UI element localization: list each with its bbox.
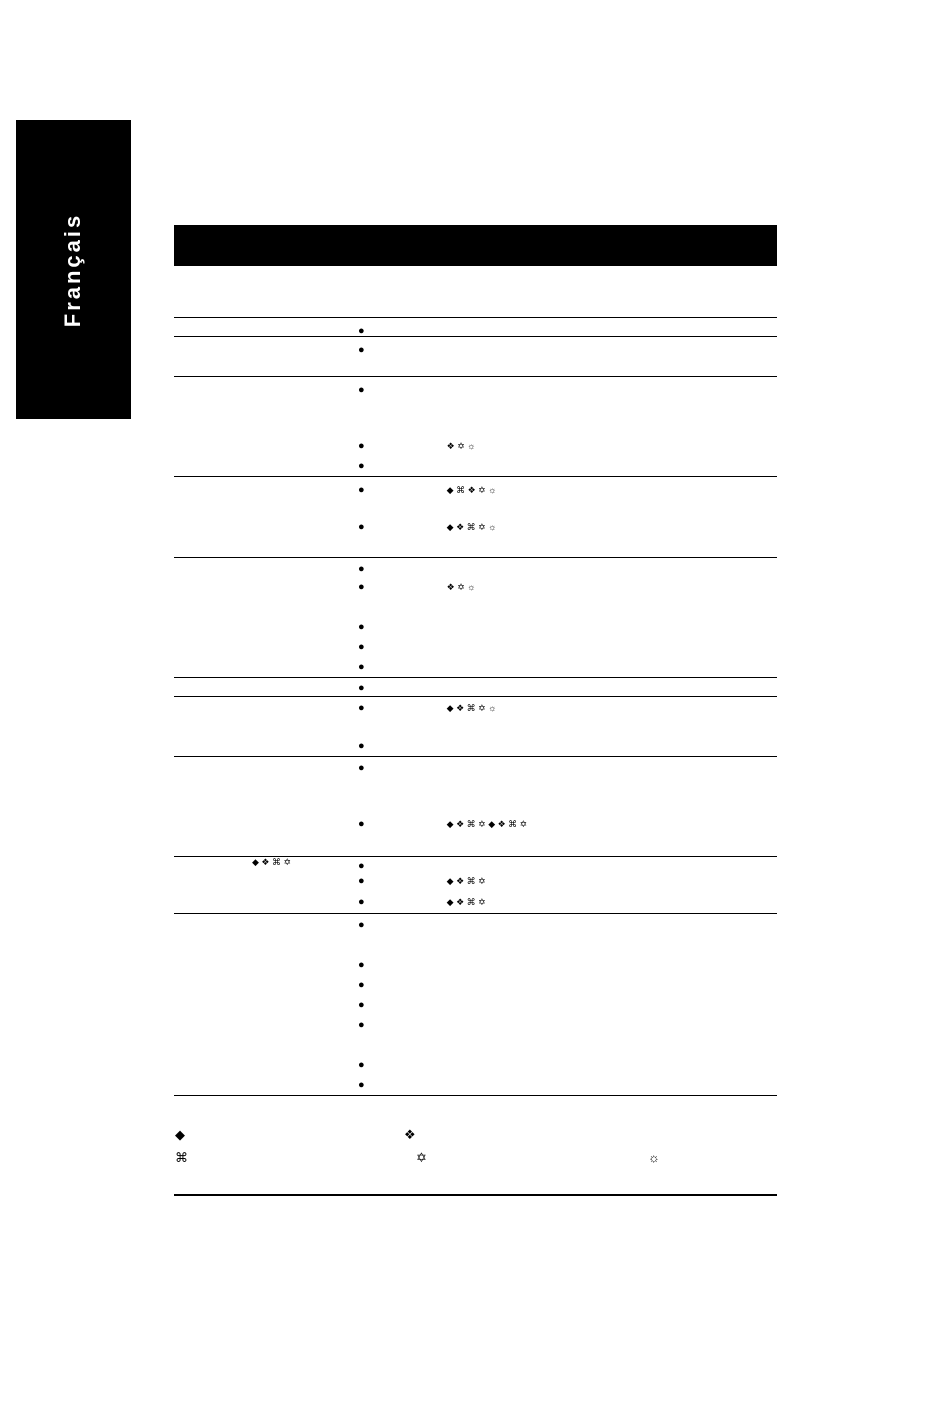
support-symbols: ◆ ⌘ ❖ ✡ ☼ bbox=[446, 485, 497, 495]
bullet-icon: ● bbox=[358, 979, 365, 991]
table-row bbox=[174, 696, 777, 757]
list-item bbox=[358, 703, 496, 713]
table-row bbox=[174, 557, 777, 678]
support-symbols: ◆ ❖ ⌘ ✡ bbox=[252, 857, 292, 867]
support-symbols: ◆ ❖ ⌘ ✡ ☼ bbox=[446, 703, 497, 713]
list-item bbox=[358, 1060, 377, 1070]
legend-symbol: ☼ bbox=[648, 1150, 660, 1165]
row-label-cell bbox=[174, 377, 354, 477]
list-item bbox=[358, 1020, 377, 1030]
list-item bbox=[358, 642, 377, 652]
bullet-icon: ● bbox=[358, 521, 365, 533]
row-label-cell bbox=[174, 337, 354, 377]
table-row bbox=[174, 376, 777, 477]
bullet-icon: ● bbox=[358, 344, 365, 356]
bullet-icon: ● bbox=[358, 384, 365, 396]
table-header-bar bbox=[174, 225, 777, 266]
row-label-cell bbox=[174, 318, 354, 337]
list-item bbox=[358, 582, 476, 592]
list-item bbox=[358, 564, 377, 574]
bullet-icon: ● bbox=[358, 1019, 365, 1031]
support-symbols: ❖ ✡ ☼ bbox=[446, 441, 476, 451]
bullet-icon: ● bbox=[358, 740, 365, 752]
list-item bbox=[358, 485, 496, 495]
bullet-icon: ● bbox=[358, 762, 365, 774]
row-label-cell bbox=[174, 678, 354, 697]
support-symbols: ❖ ✡ ☼ bbox=[446, 582, 476, 592]
list-item bbox=[358, 385, 377, 395]
list-item bbox=[358, 1080, 377, 1090]
bullet-icon: ● bbox=[358, 818, 365, 830]
bullet-icon: ● bbox=[358, 460, 365, 472]
support-symbols: ◆ ❖ ⌘ ✡ bbox=[446, 876, 486, 886]
bullet-icon: ● bbox=[358, 581, 365, 593]
list-item bbox=[358, 920, 377, 930]
bullet-icon: ● bbox=[358, 440, 365, 452]
table-end-rule bbox=[174, 1095, 777, 1096]
list-item bbox=[358, 876, 486, 886]
list-item bbox=[358, 1000, 377, 1010]
bullet-icon: ● bbox=[358, 682, 365, 694]
bullet-icon: ● bbox=[358, 641, 365, 653]
bullet-icon: ● bbox=[358, 875, 365, 887]
list-item bbox=[358, 861, 377, 871]
table-row bbox=[174, 856, 777, 914]
bullet-icon: ● bbox=[358, 702, 365, 714]
table-row bbox=[174, 336, 777, 377]
bullet-icon: ● bbox=[358, 484, 365, 496]
list-item bbox=[358, 819, 527, 829]
legend-symbol: ◆ bbox=[175, 1127, 185, 1142]
bullet-icon: ● bbox=[358, 325, 365, 337]
row-label-cell bbox=[174, 558, 354, 678]
legend-symbol: ⌘ bbox=[175, 1150, 188, 1165]
list-item bbox=[358, 461, 377, 471]
list-item bbox=[358, 345, 377, 355]
language-label: Français bbox=[60, 212, 85, 328]
legend-symbol: ✡ bbox=[416, 1150, 427, 1165]
table-row bbox=[174, 677, 777, 697]
language-side-tab bbox=[16, 120, 131, 419]
row-label-cell bbox=[174, 477, 354, 558]
list-item bbox=[358, 326, 377, 336]
row-label-cell bbox=[174, 914, 354, 1096]
list-item bbox=[358, 897, 486, 907]
bullet-icon: ● bbox=[358, 621, 365, 633]
bullet-icon: ● bbox=[358, 959, 365, 971]
support-symbols: ◆ ❖ ⌘ ✡ bbox=[446, 897, 486, 907]
table-row bbox=[174, 476, 777, 558]
bullet-icon: ● bbox=[358, 860, 365, 872]
bullet-icon: ● bbox=[358, 999, 365, 1011]
list-item bbox=[358, 980, 377, 990]
row-label-cell bbox=[174, 697, 354, 757]
list-item bbox=[358, 622, 377, 632]
list-item bbox=[358, 763, 377, 773]
list-item bbox=[358, 683, 377, 693]
bullet-icon: ● bbox=[358, 1059, 365, 1071]
table-row bbox=[174, 756, 777, 857]
bullet-icon: ● bbox=[358, 1079, 365, 1091]
list-item bbox=[358, 960, 377, 970]
list-item bbox=[358, 741, 377, 751]
list-item bbox=[358, 522, 496, 532]
list-item bbox=[358, 441, 476, 451]
row-label-cell bbox=[174, 757, 354, 857]
support-symbols: ◆ ❖ ⌘ ✡ ☼ bbox=[446, 522, 497, 532]
bullet-icon: ● bbox=[358, 896, 365, 908]
bullet-icon: ● bbox=[358, 563, 365, 575]
bottom-divider bbox=[174, 1194, 777, 1196]
bullet-icon: ● bbox=[358, 919, 365, 931]
table-row bbox=[174, 317, 777, 337]
row-label-cell bbox=[174, 857, 354, 914]
table-row bbox=[174, 913, 777, 1096]
bullet-icon: ● bbox=[358, 661, 365, 673]
list-item bbox=[358, 662, 377, 672]
legend-symbol: ❖ bbox=[404, 1127, 416, 1142]
support-symbols: ◆ ❖ ⌘ ✡ ◆ ❖ ⌘ ✡ bbox=[446, 819, 528, 829]
